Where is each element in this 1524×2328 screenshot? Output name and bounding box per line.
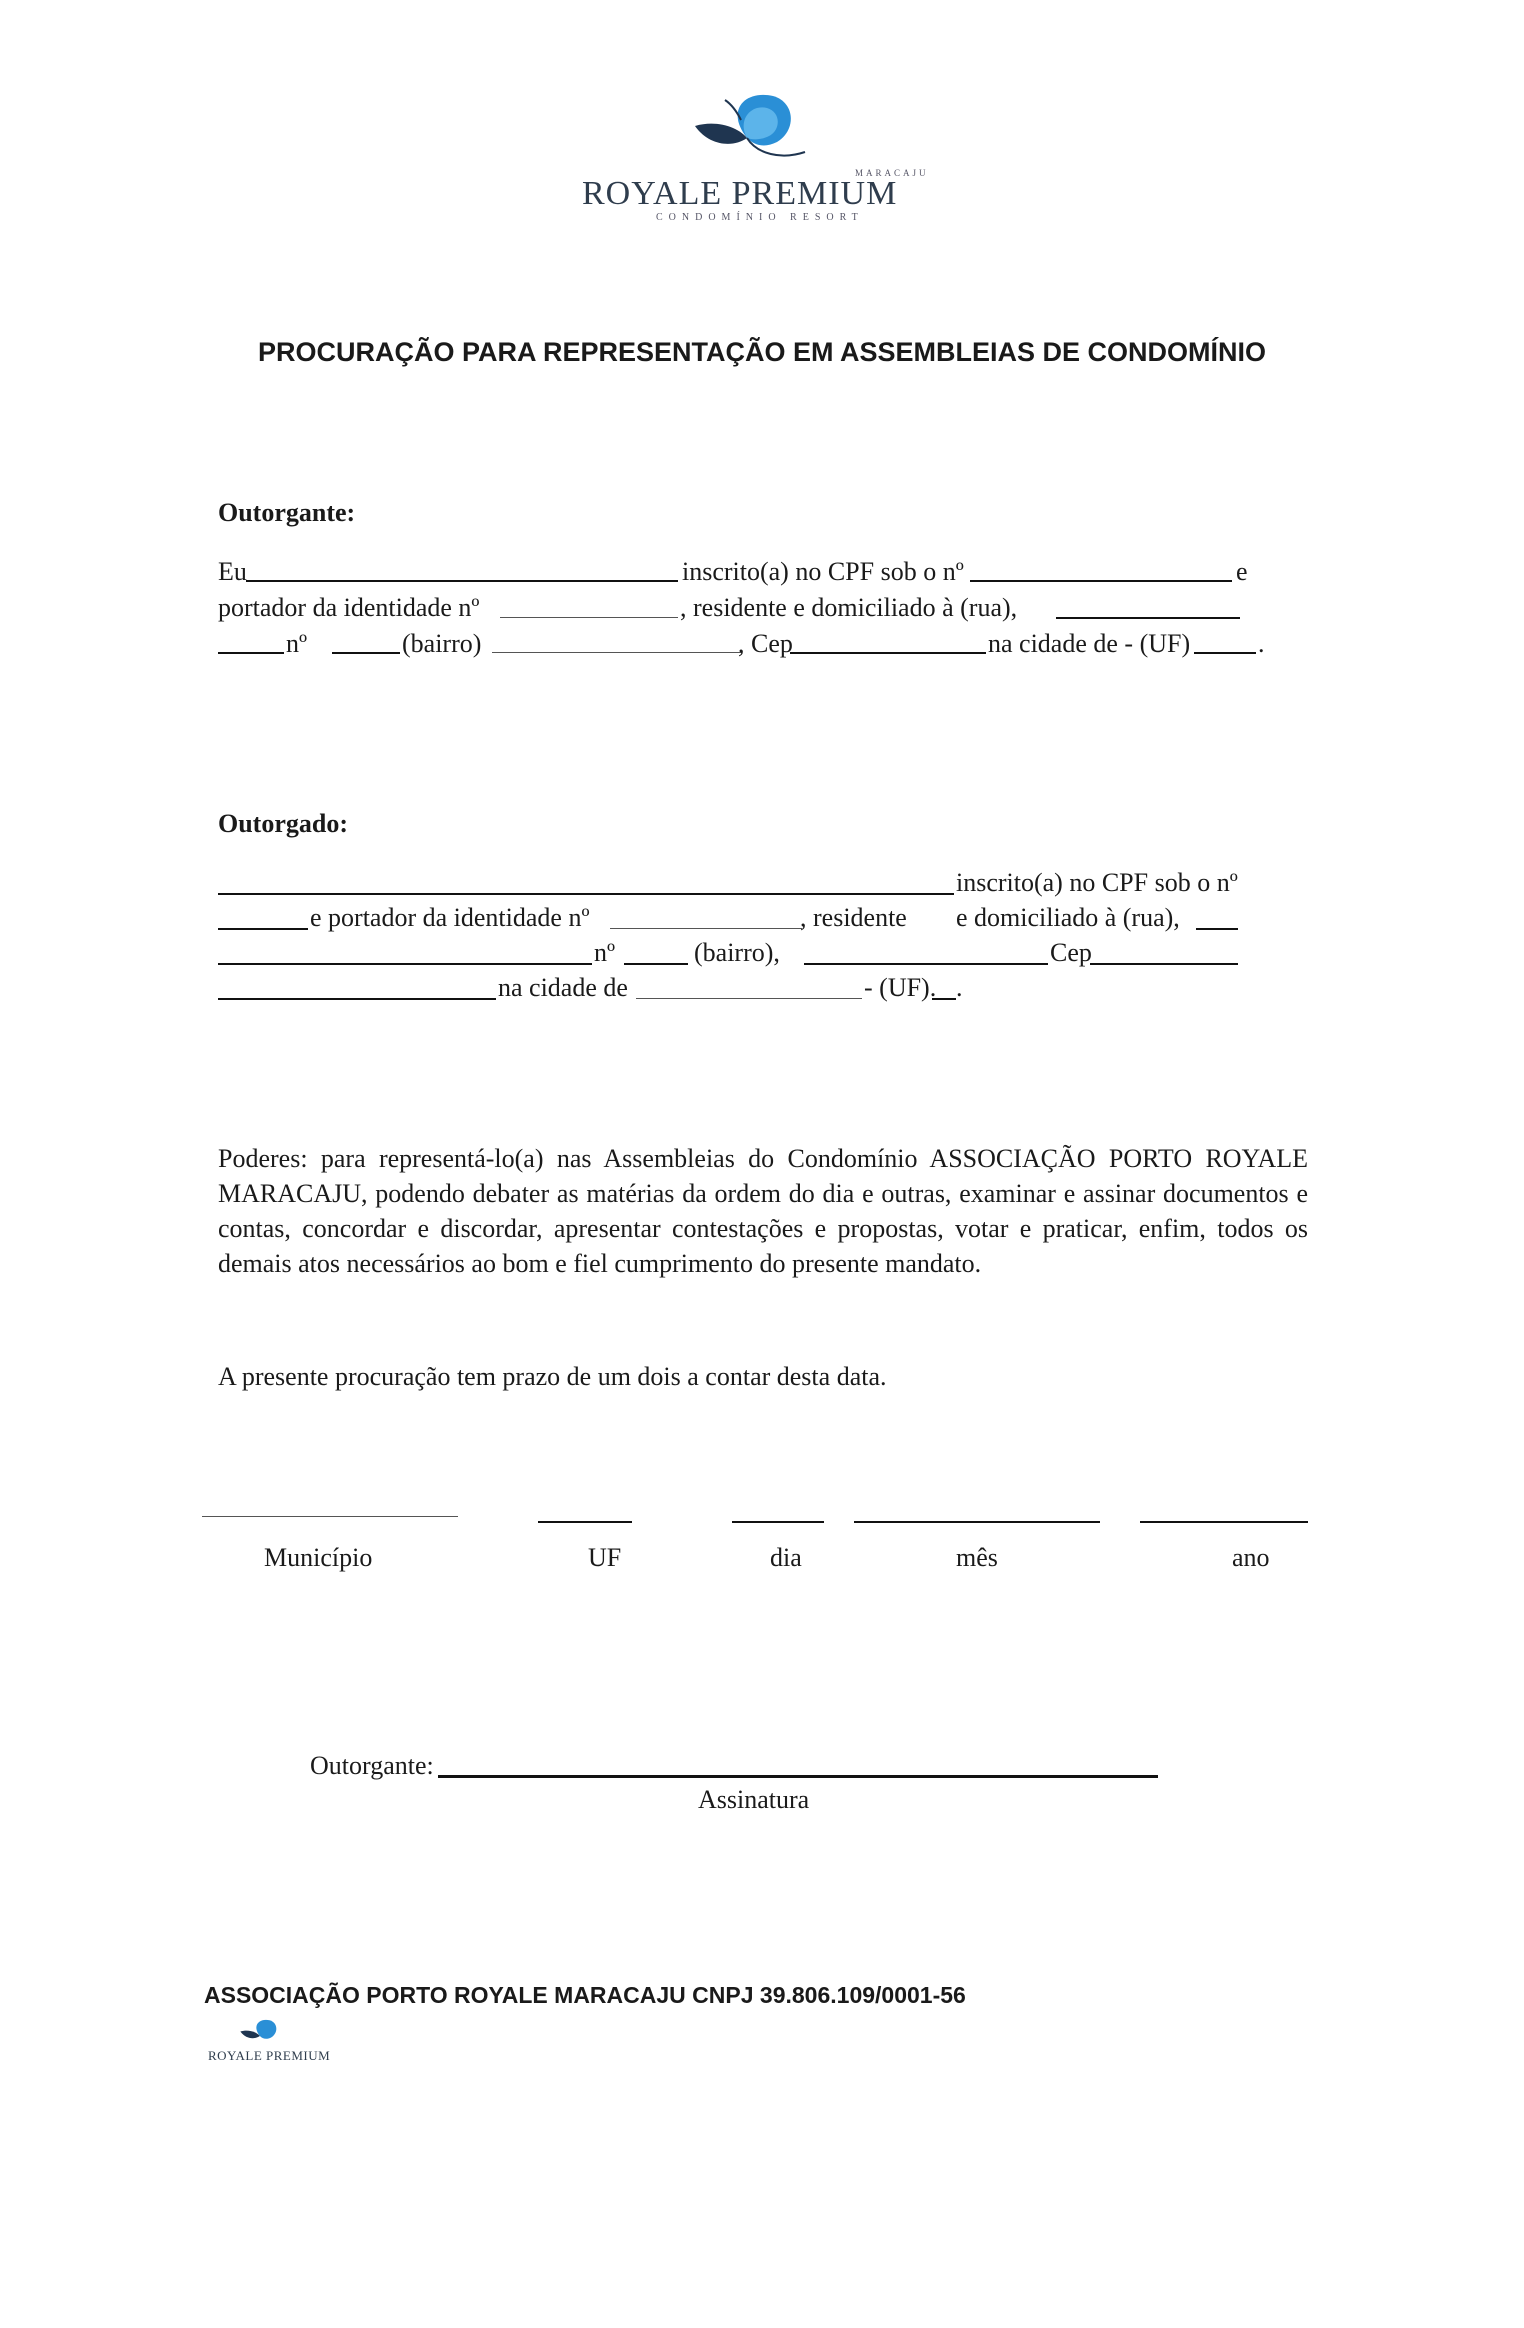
outorgante-cep-field[interactable] [790, 652, 986, 654]
outorgado-identidade-label: e portador da identidade nº [310, 903, 590, 932]
signature-field[interactable] [438, 1775, 1158, 1778]
outorgado-uf-label: - (UF). [864, 973, 937, 1002]
footer-logo-name: ROYALE PREMIUM [208, 2048, 331, 2063]
outorgado-residente-label: , residente [800, 903, 907, 932]
outorgante-residente-label: , residente e domiciliado à (rua), [680, 593, 1018, 622]
outorgado-uf-field[interactable] [932, 998, 956, 1000]
footer-butterfly-icon [236, 2018, 286, 2048]
uf-label: UF [588, 1543, 622, 1572]
outorgado-identidade-field[interactable] [610, 928, 802, 929]
ano-field[interactable] [1140, 1521, 1308, 1523]
logo-region: MARACAJU [855, 168, 929, 178]
outorgado-cpf-field[interactable] [218, 928, 308, 930]
outorgado-cpf-label: inscrito(a) no CPF sob o nº [956, 868, 1238, 897]
dia-label: dia [770, 1543, 802, 1572]
outorgado-domiciliado-label: e domiciliado à (rua), [956, 903, 1180, 932]
prazo-text: A presente procuração tem prazo de um dois a contar desta data. [218, 1362, 887, 1391]
outorgado-numero-field[interactable] [624, 963, 688, 965]
outorgado-cep-label: Cep [1050, 938, 1092, 967]
outorgante-rua-field[interactable] [1056, 617, 1240, 619]
signature-caption: Assinatura [698, 1785, 810, 1814]
outorgado-bairro-field[interactable] [804, 963, 1048, 965]
outorgado-cidade-label: na cidade de [498, 973, 628, 1002]
logo-tagline: CONDOMÍNIO RESORT [656, 212, 864, 223]
outorgado-numero-label: nº [594, 938, 616, 967]
outorgante-identidade-field[interactable] [500, 617, 678, 618]
outorgado-name-field[interactable] [218, 893, 954, 895]
outorgado-rua-field-cont[interactable] [218, 963, 592, 965]
municipio-label: Município [264, 1543, 373, 1572]
outorgado-rua-field[interactable] [1196, 928, 1238, 930]
footer-text: ASSOCIAÇÃO PORTO ROYALE MARACAJU CNPJ 39.806.109/0001-56 [204, 1982, 966, 2008]
outorgante-bairro-label: (bairro) [402, 629, 482, 658]
outorgado-bairro-label: (bairro), [694, 938, 780, 967]
outorgado-end-dot: . [956, 973, 963, 1002]
uf-field[interactable] [538, 1521, 632, 1523]
outorgante-cep-label: , Cep [738, 629, 793, 658]
header-logo [570, 90, 950, 225]
outorgante-bairro-field[interactable] [492, 652, 742, 653]
outorgante-e-label: e [1236, 557, 1248, 586]
outorgado-heading: Outorgado: [218, 809, 348, 838]
footer-logo [208, 2018, 348, 2078]
outorgante-eu-label: Eu [218, 557, 247, 586]
outorgante-heading: Outorgante: [218, 498, 356, 527]
outorgante-identidade-label: portador da identidade nº [218, 593, 480, 622]
outorgado-cidade-field[interactable] [636, 998, 862, 999]
mes-label: mês [956, 1543, 998, 1572]
butterfly-icon [685, 90, 815, 170]
mes-field[interactable] [854, 1521, 1100, 1523]
poderes-paragraph: Poderes: para representá-lo(a) nas Assembleias do Condomínio ASSOCIAÇÃO PORTO ROYALE MARACAJU, podendo debater as matérias da ordem do dia e outras, examinar e assinar documentos e contas, concordar e discordar, apresentar contestações e propostas, votar e praticar, enfim, todos os demais atos necessários ao bom e fiel cumprimento do presente mandato. [218, 1144, 1308, 1278]
outorgante-name-field[interactable] [246, 580, 678, 582]
outorgante-uf-field[interactable] [1194, 652, 1256, 654]
logo-name: ROYALE PREMIUM [582, 175, 898, 212]
municipio-field[interactable] [202, 1516, 458, 1517]
outorgante-cidade-label: na cidade de - (UF) [988, 629, 1191, 658]
outorgante-numero-label: nº [286, 629, 308, 658]
document-title: PROCURAÇÃO PARA REPRESENTAÇÃO EM ASSEMBLEIAS DE CONDOMÍNIO [257, 337, 1267, 367]
outorgado-cep-field[interactable] [1090, 963, 1238, 965]
outorgante-cpf-label: inscrito(a) no CPF sob o nº [682, 557, 964, 586]
ano-label: ano [1232, 1543, 1270, 1572]
outorgante-cpf-field[interactable] [970, 580, 1232, 582]
outorgante-numero-field[interactable] [332, 652, 400, 654]
outorgante-rua-field-cont[interactable] [218, 652, 284, 654]
outorgado-cep-field-cont[interactable] [218, 998, 496, 1000]
dia-field[interactable] [732, 1521, 824, 1523]
signature-label: Outorgante: [310, 1751, 434, 1780]
outorgante-end-dot: . [1258, 629, 1265, 658]
